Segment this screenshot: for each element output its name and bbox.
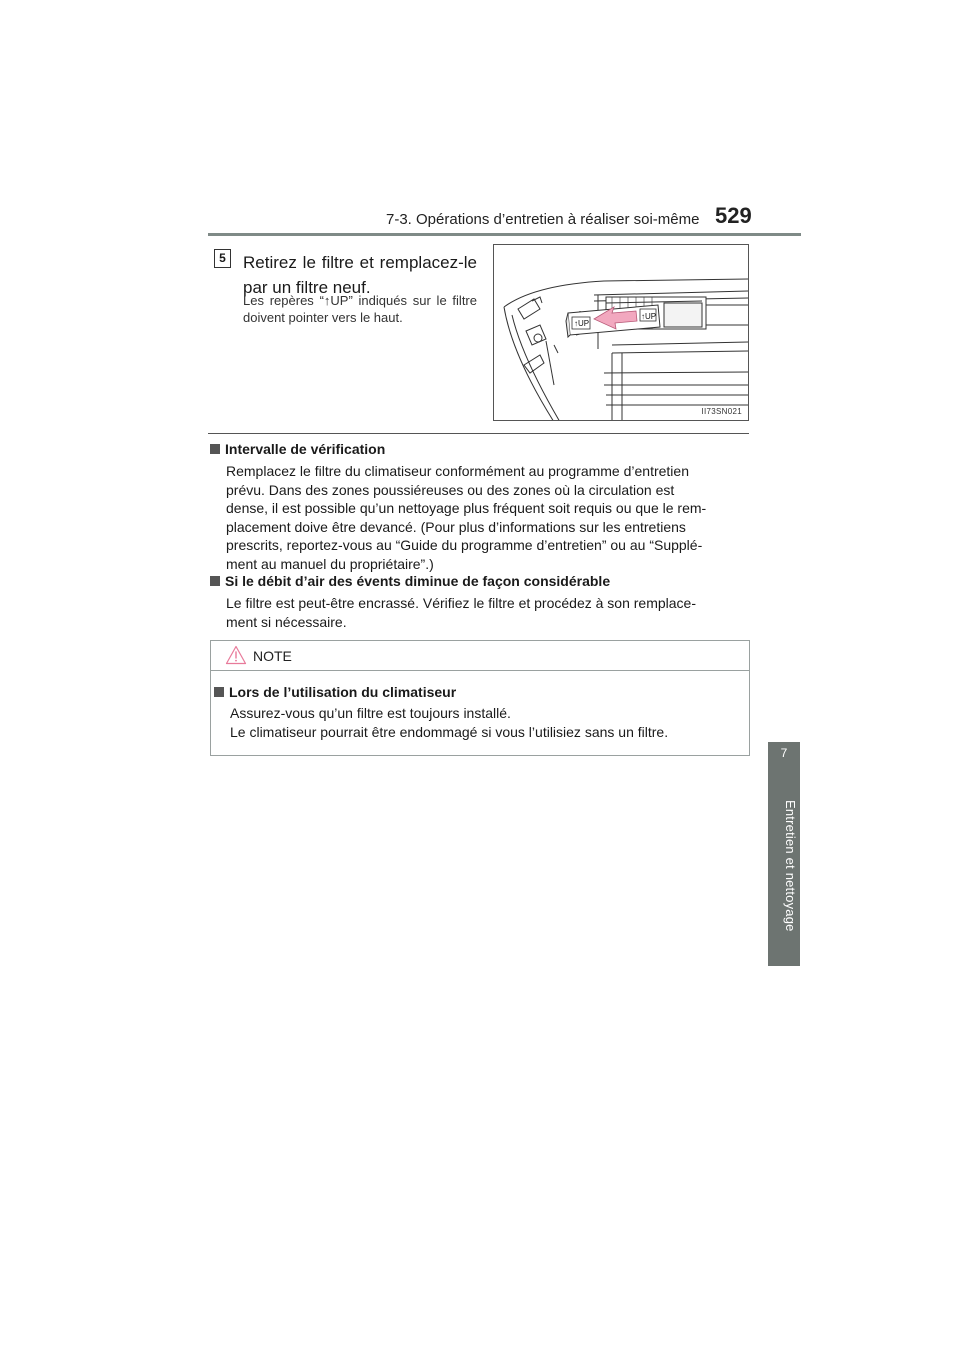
header-rule <box>208 233 801 236</box>
square-bullet-icon <box>214 687 224 697</box>
chapter-number: 7 <box>780 746 788 760</box>
header-section-title: 7-3. Opérations d’entretien à réaliser soi-même <box>386 211 700 228</box>
body-line: placement doive être devancé. (Pour plus d’informations sur les entretiens <box>226 518 686 535</box>
up-mark-right: ↑UP <box>641 312 657 321</box>
chapter-label: Entretien et nettoyage <box>783 800 798 932</box>
filter-replacement-drawing <box>494 245 749 421</box>
square-bullet-icon <box>210 576 220 586</box>
body-line: ment si nécessaire. <box>226 613 347 630</box>
section-body-interval <box>226 462 747 574</box>
body-line: prescrits, reportez-vous au “Guide du programme d’entretien” ou au “Supplé- <box>226 537 703 554</box>
figure-code: II73SN021 <box>701 407 742 416</box>
note-heading <box>214 684 456 700</box>
page-number: 529 <box>715 203 752 228</box>
filter-illustration <box>493 244 749 421</box>
step-note: Les repères “↑UP” indiqués sur le filtre doivent pointer vers le haut. <box>243 293 477 325</box>
note-body <box>230 704 744 741</box>
body-line: prévu. Dans des zones poussiéreuses ou des zones où la circulation est <box>226 481 675 498</box>
section-body-airflow <box>226 594 747 631</box>
body-line: ment au manuel du propriétaire”.) <box>226 555 434 572</box>
section-heading-interval-text: Intervalle de vérification <box>225 441 386 457</box>
note-heading-text: Lors de l’utilisation du climatiseur <box>229 684 457 700</box>
section-heading-airflow-text: Si le débit d’air des évents diminue de façon considérable <box>225 573 611 589</box>
body-line: Remplacez le filtre du climatiseur conformément au programme d’entretien <box>226 463 689 479</box>
up-mark-left: ↑UP <box>574 319 590 328</box>
section-divider <box>208 433 749 434</box>
body-line: dense, il est possible qu’un nettoyage plus fréquent soit requis ou que le rem- <box>226 500 707 517</box>
square-bullet-icon <box>210 444 220 454</box>
step-title: Retirez le filtre et remplacez-le par un filtre neuf. <box>243 253 477 297</box>
body-line: Le filtre est peut-être encrassé. Vérifiez le filtre et procédez à son remplace- <box>226 595 696 611</box>
warning-triangle-icon <box>225 645 247 665</box>
section-heading-airflow <box>210 573 610 589</box>
note-line: Assurez-vous qu’un filtre est toujours installé. <box>230 705 511 721</box>
chapter-label-wrap <box>778 800 798 990</box>
step-number-badge: 5 <box>214 249 231 268</box>
section-heading-interval <box>210 441 385 457</box>
note-header-divider <box>210 670 750 671</box>
note-label: NOTE <box>253 648 292 664</box>
note-line: Le climatiseur pourrait être endommagé si vous l’utilisiez sans un filtre. <box>230 723 669 740</box>
